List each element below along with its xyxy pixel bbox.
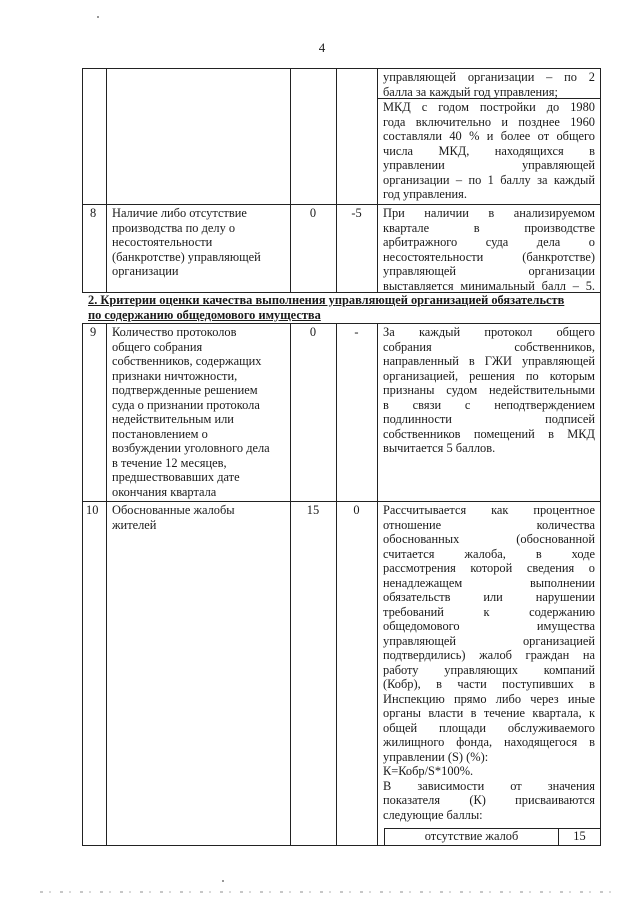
text-line: К=Кобр/S*100%. [383,764,474,778]
text-line: года включительно и позднее 1960 [383,114,595,129]
text-line: вычитается 5 баллов. [383,441,496,455]
text-line: числа МКД, находящихся в [383,143,595,158]
text-line: следующие баллы: [383,807,483,822]
page-number: 4 [318,40,326,55]
text-line: недействительным или [112,412,234,426]
text-line: организации [112,264,179,278]
text-line: управлении (S) (%): [383,749,489,764]
row-10-method [383,503,595,822]
row-9-method [383,325,595,456]
text-line: предшествовавших дате [112,470,240,484]
text-line: признаны судом недействительными [383,383,595,397]
criteria-table [82,68,601,846]
row-10-criterion [112,503,288,532]
text-line: показателя (К) присваиваются [383,793,595,807]
text-line: (банкротстве) управляющей [112,249,261,264]
text-line: признаки ничтожности, [112,368,238,383]
row-9-max-score: 0 [309,325,317,339]
scan-noise-strip [40,891,620,893]
text-line: возбуждении уголовного дела [112,441,270,455]
text-line: Инспекцию прямо либо через иные [383,691,595,706]
text-line: Рассчитывается как процентное [383,503,595,517]
text-line: составляли 40 % и более от общего [383,129,595,143]
scan-speck [97,16,99,18]
text-line: Количество протоколов [112,325,237,339]
row-9-number: 9 [90,325,97,339]
text-line: считается жалоба, в ходе [383,546,595,561]
text-line: балла за каждый год управления; [383,84,558,99]
section-title-line: по содержанию общедомового имущества [88,307,321,322]
text-line: собрания собственников, [383,339,595,354]
row-8-min-score: -5 [351,206,362,220]
text-line: в течение 12 месяцев, [112,455,227,470]
text-line: несостоятельности (банкротстве) [383,249,595,264]
text-line: производства по делу о [112,220,236,235]
section-title-line: 2. Критерии оценки качества выполнения управляющей организацией обязательств [88,293,565,307]
text-line: общей площади обслуживаемого [383,720,595,735]
row-8-max-score: 0 [309,206,317,220]
text-line: отношение количества [383,517,595,532]
text-line: направленный в ГЖИ управляющей [383,354,595,368]
row-8-number: 8 [90,206,97,220]
text-line: общедомового имущества [383,619,595,633]
text-line: жилищного фонда, находящегося в [383,735,595,749]
text-line: управляющей организации – по 2 [383,70,595,84]
row-10-min-score: 0 [353,503,360,517]
text-line: год управления. [383,187,467,201]
text-line: управляющей организации [383,264,595,278]
text-line: Наличие либо отсутствие [112,206,247,220]
text-line: работу управляющих компаний [383,662,595,677]
text-line: суда о признании протокола [112,397,260,412]
text-line: Обоснованные жалобы [112,503,235,517]
text-line: постановлением о [112,426,208,441]
section-2-heading [88,293,598,322]
text-line: управляющей организацией [383,633,595,648]
text-line: собственников помещений в МКД [383,426,595,441]
text-line: собственников, содержащих [112,354,262,368]
text-line: квартале в производстве [383,220,595,235]
text-line: жителей [112,517,157,532]
text-line: рассмотрения которой сведения о [383,561,595,575]
text-line: требований к содержанию [383,604,595,619]
scan-speck [222,880,224,882]
text-line: организацией, решения по которым [383,368,595,383]
text-line: За каждый протокол общего [383,325,595,339]
text-line: обязательств или нарушении [383,590,595,604]
row-8-method [383,206,595,293]
text-line: органы власти в течение квартала, к [383,706,595,720]
text-line: подтвержденные решением [112,383,258,397]
row-10-max-score: 15 [306,503,320,517]
continuation-method-part2 [383,100,595,202]
text-line: обоснованных (обоснованной [383,532,595,546]
text-line: арбитражного суда дела о [383,235,595,249]
text-line: При наличии в анализируемом [383,206,595,220]
text-line: выставляется минимальный балл – 5. [383,278,595,293]
subtable-label: отсутствие жалоб [424,829,519,843]
text-line: в связи с неподтверждением [383,397,595,412]
row-9-min-score: - [354,325,359,339]
row-9-criterion [112,325,288,499]
text-line: управлении управляющей [383,158,595,172]
text-line: подтвердились) жалоб граждан на [383,648,595,662]
text-line: МКД с годом постройки до 1980 [383,100,595,114]
text-line: ненадлежащем выполнении [383,575,595,590]
row-10-number: 10 [86,503,99,517]
text-line: общего собрания [112,339,203,354]
row-8-criterion [112,206,288,279]
subtable-score: 15 [573,829,586,843]
text-line: В зависимости от значения [383,778,595,793]
text-line: окончания квартала [112,484,217,499]
text-line: организации – по 1 баллу за каждый [383,172,595,187]
text-line: (Кобр), в части поступивших в [383,677,595,691]
text-line: несостоятельности [112,235,213,249]
text-line: подлинности подписей [383,412,595,426]
continuation-method-part1 [383,70,595,99]
